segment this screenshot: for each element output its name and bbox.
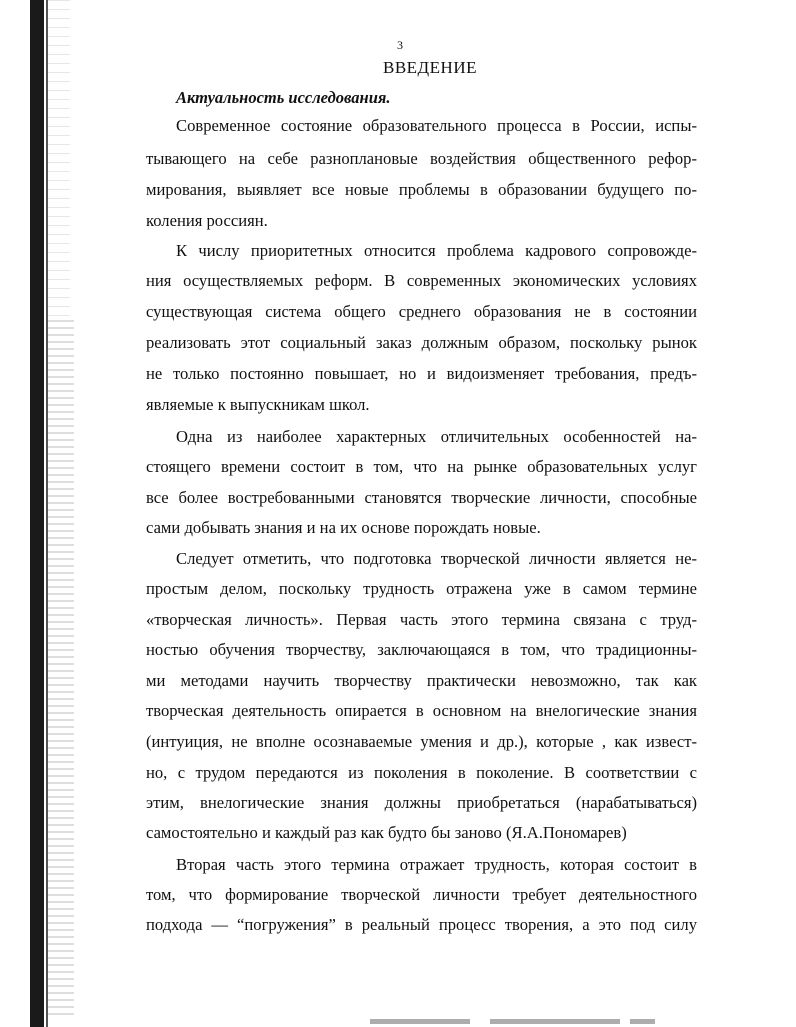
text-line: ми методами научить творчеству практически невозможно, так как — [146, 671, 697, 690]
text-line: тывающего на себе разноплановые воздействия общественного рефор- — [146, 149, 697, 168]
bottom-smudge-2 — [490, 1019, 620, 1024]
text-line: все более востребованными становятся творческие личности, способные — [146, 488, 697, 507]
text-line: простым делом, поскольку трудность отражена уже в самом термине — [146, 579, 697, 598]
text-line: подхода — “погружения” в реальный процесс творения, а это под силу — [146, 915, 697, 934]
text-line: сами добывать знания и на их основе порождать новые. — [146, 518, 541, 537]
text-line: мирования, выявляет все новые проблемы в образовании будущего по- — [146, 180, 697, 199]
text-line: К числу приоритетных относится проблема кадрового сопровожде- — [176, 241, 697, 260]
text-line: (интуиция, не вполне осознаваемые умения и др.), которые , как извест- — [146, 732, 697, 751]
text-line: «творческая личность». Первая часть этого термина связана с труд- — [146, 610, 697, 629]
text-line: коления россиян. — [146, 211, 268, 230]
text-line: Одна из наиболее характерных отличительных особенностей на- — [176, 427, 697, 446]
scan-left-edge — [30, 0, 44, 1027]
text-line: Следует отметить, что подготовка творческой личности является не- — [176, 549, 697, 568]
page-number: 3 — [397, 38, 403, 52]
scan-noise-top — [48, 0, 70, 320]
page-heading: ВВЕДЕНИЕ — [383, 58, 477, 77]
text-line: являемые к выпускникам школ. — [146, 395, 370, 414]
text-line: Современное состояние образовательного процесса в России, испы- — [176, 116, 697, 135]
section-subheading: Актуальность исследования. — [176, 88, 391, 107]
bottom-smudge-1 — [370, 1019, 470, 1024]
text-line: творческая деятельность опирается в основном на внелогические знания — [146, 701, 697, 720]
text-line: том, что формирование творческой личности требует деятельностного — [146, 885, 697, 904]
text-line: но, с трудом передаются из поколения в поколение. В соответствии с — [146, 763, 697, 782]
text-line: стоящего времени состоит в том, что на рынке образовательных услуг — [146, 457, 697, 476]
text-line: существующая система общего среднего образования не в состоянии — [146, 302, 697, 321]
text-line: Вторая часть этого термина отражает трудность, которая состоит в — [176, 855, 697, 874]
text-line: ностью обучения творчеству, заключающаяся в том, что традиционны- — [146, 640, 697, 659]
text-line: не только постоянно повышает, но и видоизменяет требования, предъ- — [146, 364, 697, 383]
text-line: ния осуществляемых реформ. В современных экономических условиях — [146, 271, 697, 290]
text-line: самостоятельно и каждый раз как будто бы заново (Я.А.Пономарев) — [146, 823, 627, 842]
text-line: реализовать этот социальный заказ должным образом, поскольку рынок — [146, 333, 697, 352]
scan-noise — [48, 320, 74, 1020]
bottom-smudge-3 — [630, 1019, 655, 1024]
text-line: этим, внелогические знания должны приобретаться (нарабатываться) — [146, 793, 697, 812]
